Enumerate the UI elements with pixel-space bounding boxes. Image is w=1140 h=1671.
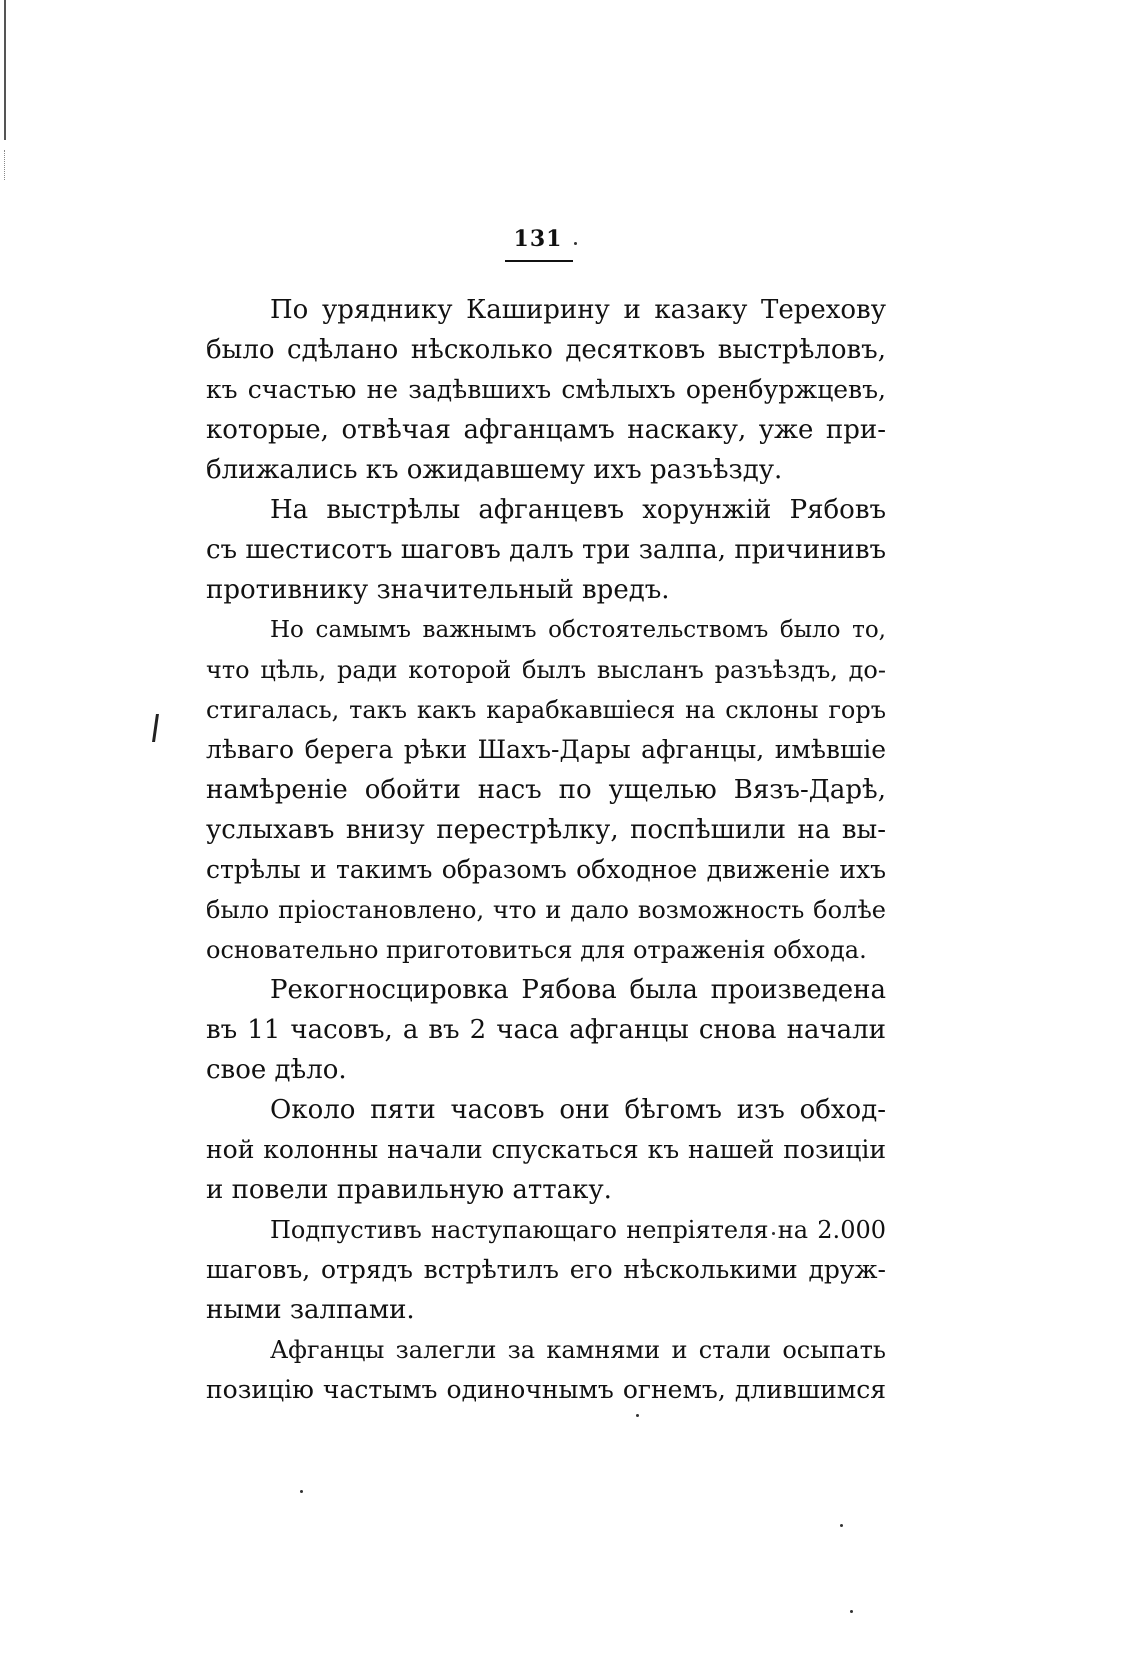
text-line: Но самымъ важнымъ обстоятельствомъ было то,	[270, 617, 886, 643]
scan-speck	[574, 242, 577, 245]
text-line: съ шестисотъ шаговъ далъ три залпа, причинивъ	[206, 535, 886, 565]
scan-edge-line	[4, 0, 6, 140]
paragraph	[206, 1210, 886, 1330]
text-line: противнику значительный вредъ.	[206, 575, 670, 605]
text-line: и повели правильную аттаку.	[206, 1175, 612, 1205]
page-number-rule	[505, 260, 573, 262]
text-line: въ 11 часовъ, а въ 2 часа афганцы снова начали	[206, 1015, 886, 1045]
paragraph	[206, 610, 886, 970]
text-line: что цѣль, ради которой былъ высланъ разъѣздъ, до-	[206, 656, 886, 684]
scan-speck	[850, 1610, 853, 1613]
text-line: ной колонны начали спускаться къ нашей позиціи	[206, 1135, 886, 1164]
text-line: По уряднику Каширину и казаку Терехову	[270, 295, 886, 325]
margin-pencil-mark	[152, 714, 159, 742]
text-line: позицію частымъ одиночнымъ огнемъ, длившимся	[206, 1375, 886, 1404]
text-line: стрѣлы и такимъ образомъ обходное движеніе ихъ	[206, 855, 886, 884]
scan-speck	[636, 1414, 639, 1417]
text-line: Около пяти часовъ они бѣгомъ изъ обход-	[270, 1095, 886, 1125]
paragraph	[206, 1330, 886, 1410]
text-line: Рекогносцировка Рябова была произведена	[270, 975, 886, 1005]
text-line: основательно приготовиться для отраженія обхода.	[206, 936, 867, 964]
text-line: ными залпами.	[206, 1295, 415, 1325]
text-line: Афганцы залегли за камнями и стали осыпать	[270, 1336, 886, 1364]
text-line: къ счастью не задѣвшихъ смѣлыхъ оренбуржцевъ,	[206, 375, 886, 404]
text-line: было сдѣлано нѣсколько десятковъ выстрѣловъ,	[206, 335, 886, 365]
paragraph	[206, 290, 886, 490]
text-line: На выстрѣлы афганцевъ хорунжій Рябовъ	[270, 495, 886, 525]
text-line: намѣреніе обойти насъ по ущелью Вязъ-Дарѣ,	[206, 775, 886, 805]
text-line: ближались къ ожидавшему ихъ разъѣзду.	[206, 455, 783, 485]
text-line: Подпустивъ наступающаго непріятеля на 2.000	[270, 1216, 886, 1244]
body-text	[206, 290, 886, 1410]
text-line: было пріостановлено, что и дало возможность болѣе	[206, 896, 886, 924]
paragraph	[206, 490, 886, 610]
text-line: которые, отвѣчая афганцамъ наскаку, уже при-	[206, 415, 886, 445]
scan-edge-dots	[4, 150, 6, 180]
scan-speck	[300, 1490, 303, 1493]
text-line: стигалась, такъ какъ карабкавшіеся на склоны горъ	[206, 696, 886, 724]
paragraph	[206, 970, 886, 1090]
page-number: 131	[513, 226, 563, 252]
scan-speck	[840, 1524, 843, 1527]
text-line: свое дѣло.	[206, 1055, 347, 1085]
text-line: лѣваго берега рѣки Шахъ-Дары афганцы, имѣвшіе	[206, 735, 886, 764]
text-line: услыхавъ внизу перестрѣлку, поспѣшили на вы-	[206, 815, 886, 845]
paragraph	[206, 1090, 886, 1210]
text-line: шаговъ, отрядъ встрѣтилъ его нѣсколькими друж-	[206, 1255, 886, 1284]
